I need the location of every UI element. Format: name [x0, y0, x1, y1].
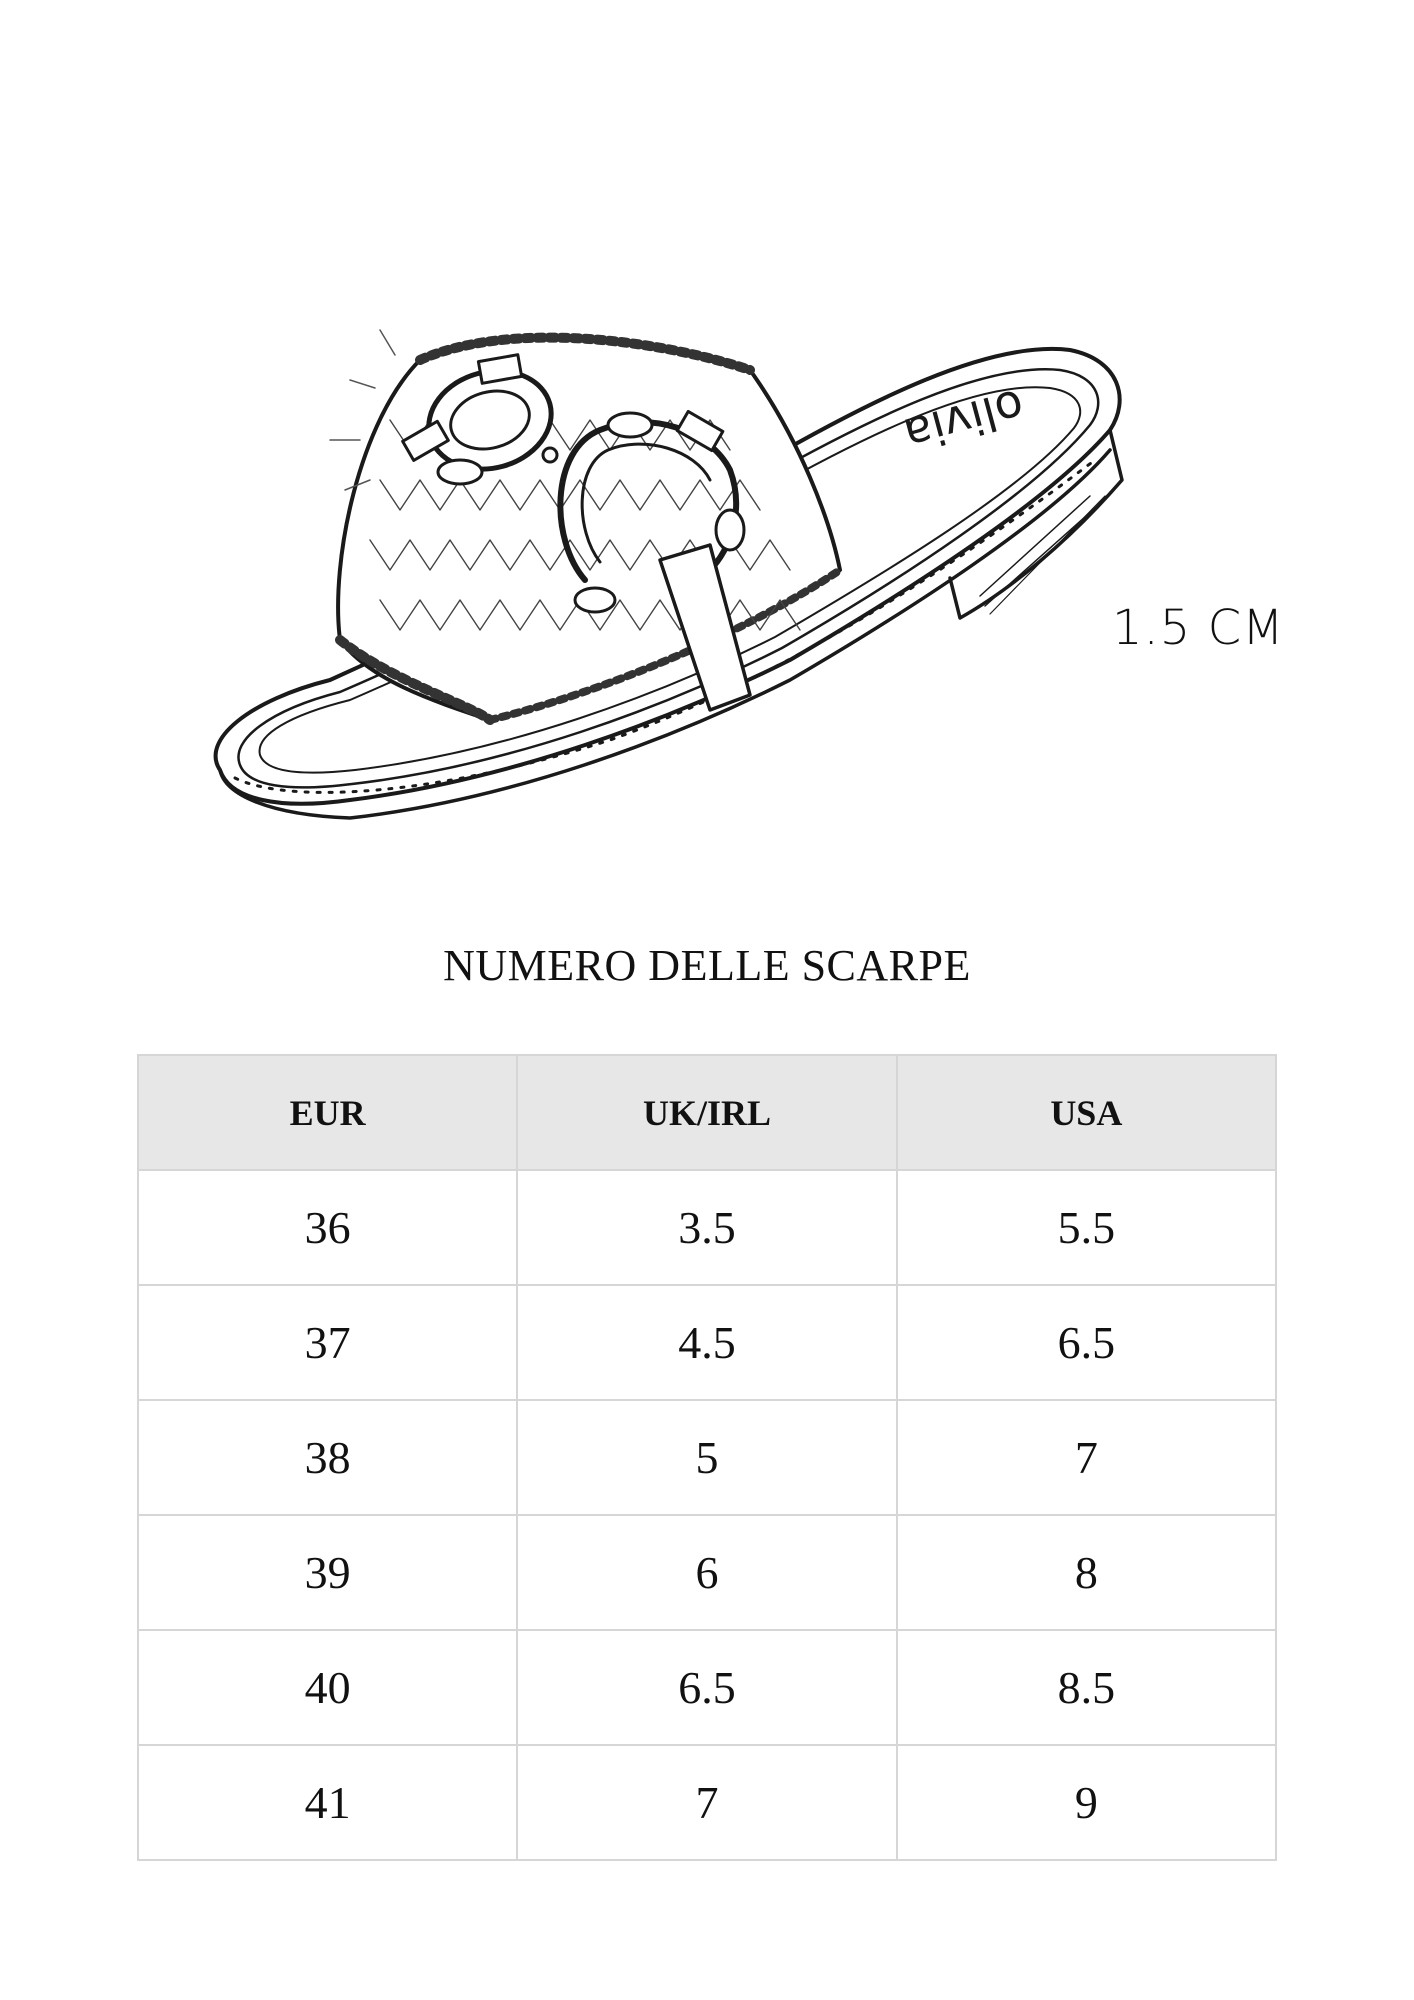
- header-usa: USA: [897, 1055, 1276, 1170]
- size-table-title: NUMERO DELLE SCARPE: [443, 941, 971, 990]
- cell-eur: 41: [138, 1745, 517, 1860]
- table-row: [138, 1170, 1276, 1285]
- cell-eur: 37: [138, 1285, 517, 1400]
- header-eur: EUR: [138, 1055, 517, 1170]
- header-uk-irl: UK/IRL: [517, 1055, 896, 1170]
- cell-uk-irl: 6.5: [517, 1630, 896, 1745]
- cell-eur: 39: [138, 1515, 517, 1630]
- cell-usa: 8: [897, 1515, 1276, 1630]
- cell-usa: 6.5: [897, 1285, 1276, 1400]
- size-conversion-table: [137, 1054, 1277, 1861]
- table-row: [138, 1400, 1276, 1515]
- sandal-illustration: [190, 300, 1170, 880]
- cell-usa: 9: [897, 1745, 1276, 1860]
- cell-eur: 36: [138, 1170, 517, 1285]
- cell-uk-irl: 5: [517, 1400, 896, 1515]
- cell-uk-irl: 3.5: [517, 1170, 896, 1285]
- cell-uk-irl: 7: [517, 1745, 896, 1860]
- cell-usa: 7: [897, 1400, 1276, 1515]
- cell-uk-irl: 6: [517, 1515, 896, 1630]
- table-row: [138, 1285, 1276, 1400]
- cell-usa: 8.5: [897, 1630, 1276, 1745]
- cell-uk-irl: 4.5: [517, 1285, 896, 1400]
- heel-height-label: 1.5 CM: [1112, 600, 1285, 656]
- table-row: [138, 1515, 1276, 1630]
- table-row: [138, 1745, 1276, 1860]
- cell-eur: 40: [138, 1630, 517, 1745]
- cell-usa: 5.5: [897, 1170, 1276, 1285]
- table-row: [138, 1630, 1276, 1745]
- brand-mark: olivia: [898, 378, 1031, 463]
- cell-eur: 38: [138, 1400, 517, 1515]
- table-header-row: [138, 1055, 1276, 1170]
